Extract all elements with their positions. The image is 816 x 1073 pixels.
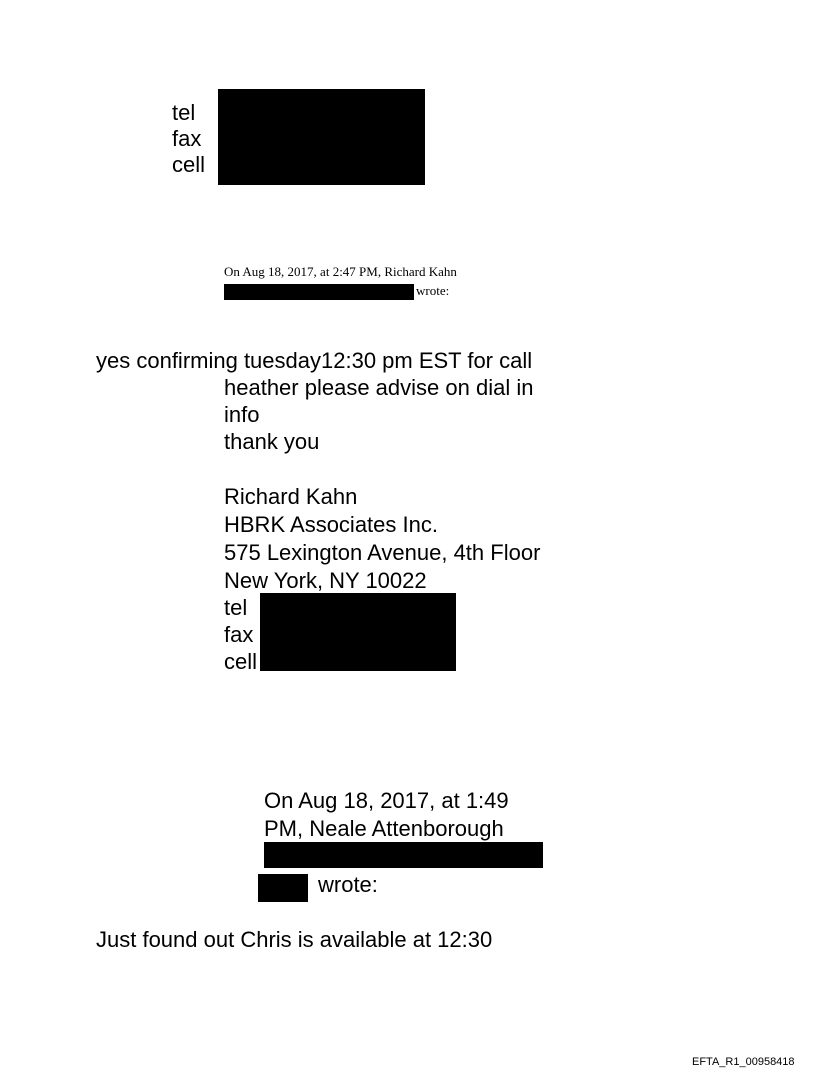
signature-address: 575 Lexington Avenue, 4th Floor bbox=[224, 540, 541, 565]
contact-tel-label: tel bbox=[172, 100, 196, 125]
reply-header-line: On Aug 18, 2017, at 2:47 PM, Richard Kahn bbox=[224, 264, 457, 279]
signature-cell-label: cell bbox=[224, 649, 258, 674]
signature-company: HBRK Associates Inc. bbox=[224, 512, 438, 537]
message-line: heather please advise on dial in bbox=[224, 375, 534, 400]
message-line: yes confirming tuesday12:30 pm EST for call bbox=[96, 348, 533, 373]
redaction-box bbox=[218, 89, 425, 185]
reply-header-line: On Aug 18, 2017, at 1:49 bbox=[264, 788, 509, 813]
message-line: Just found out Chris is available at 12:30 bbox=[96, 927, 493, 952]
redaction-box bbox=[258, 874, 308, 902]
signature-city: New York, NY 10022 bbox=[224, 568, 427, 593]
document-id: EFTA_R1_00958418 bbox=[692, 1056, 795, 1068]
message-line: thank you bbox=[224, 429, 320, 454]
contact-cell-label: cell bbox=[172, 152, 206, 177]
contact-fax-label: fax bbox=[172, 126, 202, 151]
reply-header-wrote: wrote: bbox=[416, 283, 450, 298]
reply-header-line: PM, Neale Attenborough bbox=[264, 816, 504, 841]
signature-fax-label: fax bbox=[224, 622, 254, 647]
redaction-box bbox=[260, 593, 456, 671]
redaction-box bbox=[264, 842, 543, 868]
redaction-box bbox=[224, 284, 414, 300]
reply-header-wrote: wrote: bbox=[318, 872, 378, 897]
message-line: info bbox=[224, 402, 260, 427]
signature-name: Richard Kahn bbox=[224, 484, 358, 509]
signature-tel-label: tel bbox=[224, 595, 248, 620]
